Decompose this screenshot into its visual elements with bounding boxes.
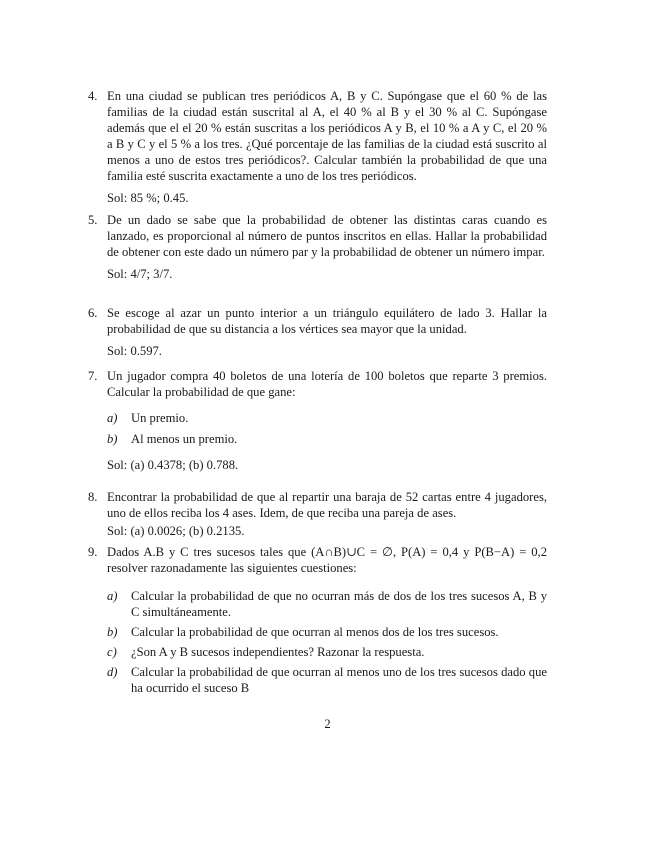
subitem-c	[107, 644, 547, 660]
problem-6	[88, 305, 547, 359]
problem-5	[88, 212, 547, 282]
problem-8	[88, 489, 547, 539]
problem-number: 7.	[88, 369, 98, 383]
subitem-text: Al menos un premio.	[131, 432, 238, 446]
problem-9	[88, 544, 547, 696]
problem-7	[88, 368, 547, 473]
subitem-text: Un premio.	[131, 411, 189, 425]
subitem-b	[107, 431, 547, 447]
problem-number: 6.	[88, 306, 98, 320]
problem-solution: Sol: (a) 0.0026; (b) 0.2135.	[107, 524, 245, 538]
problem-solution: Sol: 4/7; 3/7.	[107, 267, 173, 281]
subitem-label: d)	[107, 665, 118, 679]
subitem-b	[107, 624, 547, 640]
problem-number: 9.	[88, 545, 98, 559]
page-number: 2	[324, 717, 331, 731]
subitem-text: Calcular la probabilidad de que ocurran al menos dos de los tres sucesos.	[131, 625, 499, 639]
problem-solution: Sol: 85 %; 0.45.	[107, 191, 189, 205]
subitem-label: b)	[107, 432, 118, 446]
problem-text: En una ciudad se publican tres periódicos A, B y C. Supóngase que el 60 % de las familias de la ciudad están suscrital al A, el 40 % al B y el 30 % al C. Supóngase además que el el 20 % están suscritas a los periódicos A y B, el 10 % a A y C, el 20 % a B y C y el 5 % a los tres. ¿Qué porcentaje de las familias de la ciudad está suscrito al menos a uno de estos tres periódicos?. Calcular también la probabilidad de que una familia esté suscrita exactamente a uno de los tres periódicos.	[107, 89, 547, 183]
subitem-d	[107, 664, 547, 696]
subitem-label: b)	[107, 625, 118, 639]
problem-text: Dados A.B y C tres sucesos tales que (A∩B)∪C = ∅, P(A) = 0,4 y P(B−A) = 0,2 resolver razonadamente las siguientes cuestiones:	[107, 545, 547, 575]
subitem-a	[107, 588, 547, 620]
subitem-text: Calcular la probabilidad de que no ocurran más de dos de los tres sucesos A, B y C simultáneamente.	[131, 589, 547, 619]
subitem-label: c)	[107, 645, 117, 659]
problem-solution: Sol: (a) 0.4378; (b) 0.788.	[107, 458, 239, 472]
subitem-label: a)	[107, 411, 118, 425]
subitem-a	[107, 410, 547, 426]
problem-text: Un jugador compra 40 boletos de una lotería de 100 boletos que reparte 3 premios. Calcular la probabilidad de que gane:	[107, 369, 547, 399]
problem-number: 8.	[88, 490, 98, 504]
problem-text: De un dado se sabe que la probabilidad de obtener las distintas caras cuando es lanzado, es proporcional al número de puntos inscritos en ellas. Hallar la probabilidad de obtener con este dado un número par y la probabilidad de obtener un número impar.	[107, 213, 547, 259]
problem-number: 4.	[88, 89, 98, 103]
problem-solution: Sol: 0.597.	[107, 344, 162, 358]
subitem-text: Calcular la probabilidad de que ocurran al menos uno de los tres sucesos dado que ha ocurrido el suceso B	[131, 665, 547, 695]
problem-number: 5.	[88, 213, 98, 227]
problem-text: Se escoge al azar un punto interior a un triángulo equilátero de lado 3. Hallar la probabilidad de que su distancia a los vértices sea mayor que la unidad.	[107, 306, 547, 336]
problem-4	[88, 88, 547, 206]
problem-text: Encontrar la probabilidad de que al repartir una baraja de 52 cartas entre 4 jugadores, uno de ellos reciba los 4 ases. Idem, de que reciba una pareja de ases.	[107, 490, 547, 520]
subitem-text: ¿Son A y B sucesos independientes? Razonar la respuesta.	[131, 645, 425, 659]
subitem-label: a)	[107, 589, 118, 603]
